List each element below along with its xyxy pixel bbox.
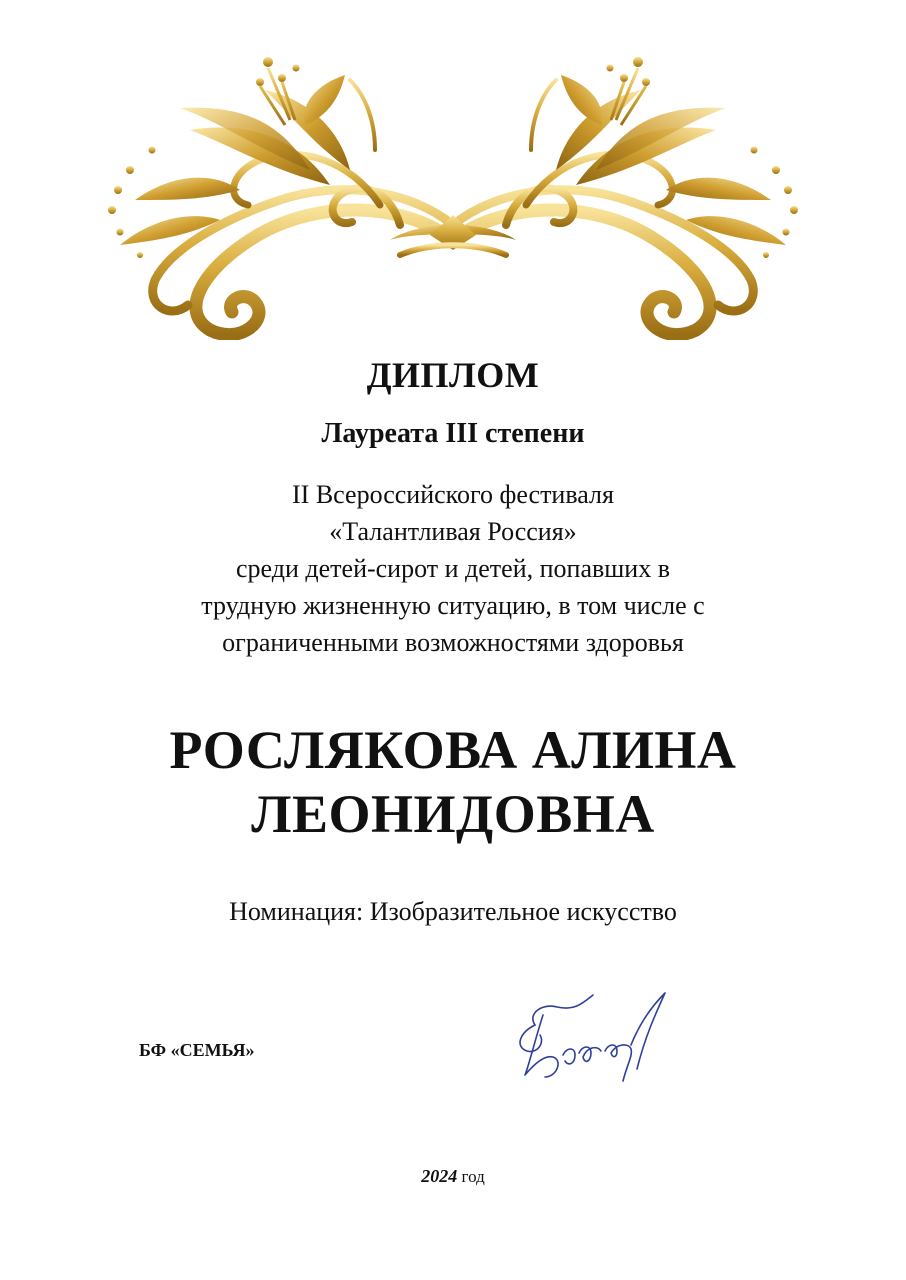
organization-name: БФ «СЕМЬЯ» <box>139 1040 255 1060</box>
signature <box>505 985 685 1095</box>
diploma-title: ДИПЛОМ <box>366 355 540 395</box>
year-value: 2024 <box>421 1166 458 1186</box>
issue-year <box>0 1166 906 1187</box>
festival-line: «Талантливая Россия» <box>329 517 577 546</box>
laureate-degree: Лауреата III степени <box>321 418 585 449</box>
gold-ornament <box>100 50 806 340</box>
nomination: Номинация: Изобразительное искусство <box>229 897 677 926</box>
festival-line: среди детей-сирот и детей, попавших в <box>236 554 670 583</box>
festival-line: II Всероссийского фестиваля <box>292 480 614 509</box>
year-suffix: год <box>461 1167 485 1186</box>
recipient-name-line: РОСЛЯКОВА АЛИНА <box>169 720 737 780</box>
recipient-name <box>0 718 906 846</box>
festival-line: трудную жизненную ситуацию, в том числе с <box>201 591 705 620</box>
festival-line: ограниченными возможностями здоровья <box>222 628 684 657</box>
recipient-name-line: ЛЕОНИДОВНА <box>251 784 655 844</box>
festival-description <box>0 476 906 661</box>
